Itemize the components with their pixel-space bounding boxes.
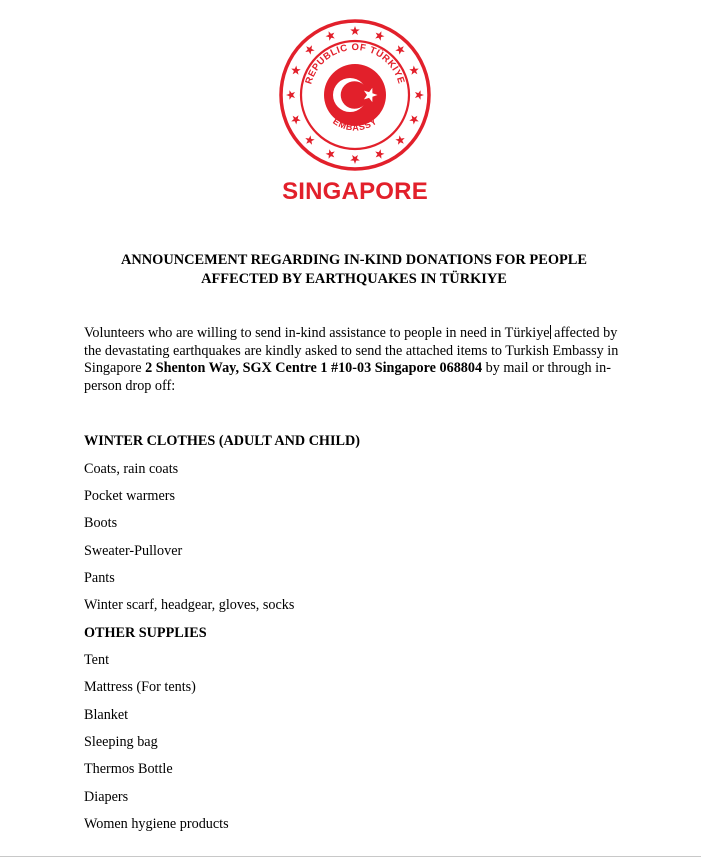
seal-star-icon [415,90,424,100]
list-item: Women hygiene products [84,816,229,832]
title-line-2: AFFECTED BY EARTHQUAKES IN TÜRKIYE [201,271,507,287]
seal-star-icon [305,45,314,54]
seal-star-icon [395,135,404,144]
seal-star-icon [395,45,404,54]
intro-text-before: Volunteers who are willing to send in-kind assistance to people in need in Türkiye [84,325,550,341]
section-heading-winter-clothes: WINTER CLOTHES (ADULT AND CHILD) [84,433,360,449]
seal-star-icon [305,135,314,144]
seal-star-icon [291,66,300,75]
list-item: Thermos Bottle [84,761,173,777]
intro-text-after: by mail or through in-person drop off: [84,360,611,395]
seal-star-icon [326,149,335,158]
embassy-seal-logo [279,19,431,171]
embassy-location: SINGAPORE [282,178,428,205]
seal-star-icon [409,66,418,75]
seal-text-bottom: EMBASSY [331,115,379,133]
seal-text-top: REPUBLIC OF TÜRKİYE [303,41,407,86]
list-item: Pocket warmers [84,488,176,504]
list-item: Mattress (For tents) [84,679,196,695]
seal-star-icon [350,26,360,35]
seal-star-icon [350,155,360,164]
title-line-1: ANNOUNCEMENT REGARDING IN-KIND DONATIONS FOR PEOPLE [121,252,587,268]
list-item: Tent [84,652,110,668]
list-item: Sleeping bag [84,734,158,750]
seal-star-icon [375,149,384,158]
list-item: Coats, rain coats [84,461,179,477]
list-item: Winter scarf, headgear, gloves, socks [84,597,295,613]
page-bottom-divider [0,856,701,857]
seal-star-icon [286,90,295,100]
announcement-title [84,251,624,289]
intro-text-middle: affected by the devastating earthquakes are kindly asked to send the attached items to Turkish Embassy in Singapore [84,325,619,377]
list-item: Boots [84,515,118,531]
section-heading-other-supplies: OTHER SUPPLIES [84,625,207,641]
list-item: Pants [84,570,115,586]
seal-star-icon [291,115,300,124]
seal-star-icon [326,31,335,40]
list-item: Blanket [84,707,129,723]
embassy-address: 2 Shenton Way, SGX Centre 1 #10-03 Singapore 068804 [145,360,483,377]
list-item: Diapers [84,789,129,805]
list-item: Sweater-Pullover [84,543,183,559]
seal-star-icon [375,31,384,40]
intro-paragraph [84,325,632,396]
seal-star-icon [409,115,418,124]
